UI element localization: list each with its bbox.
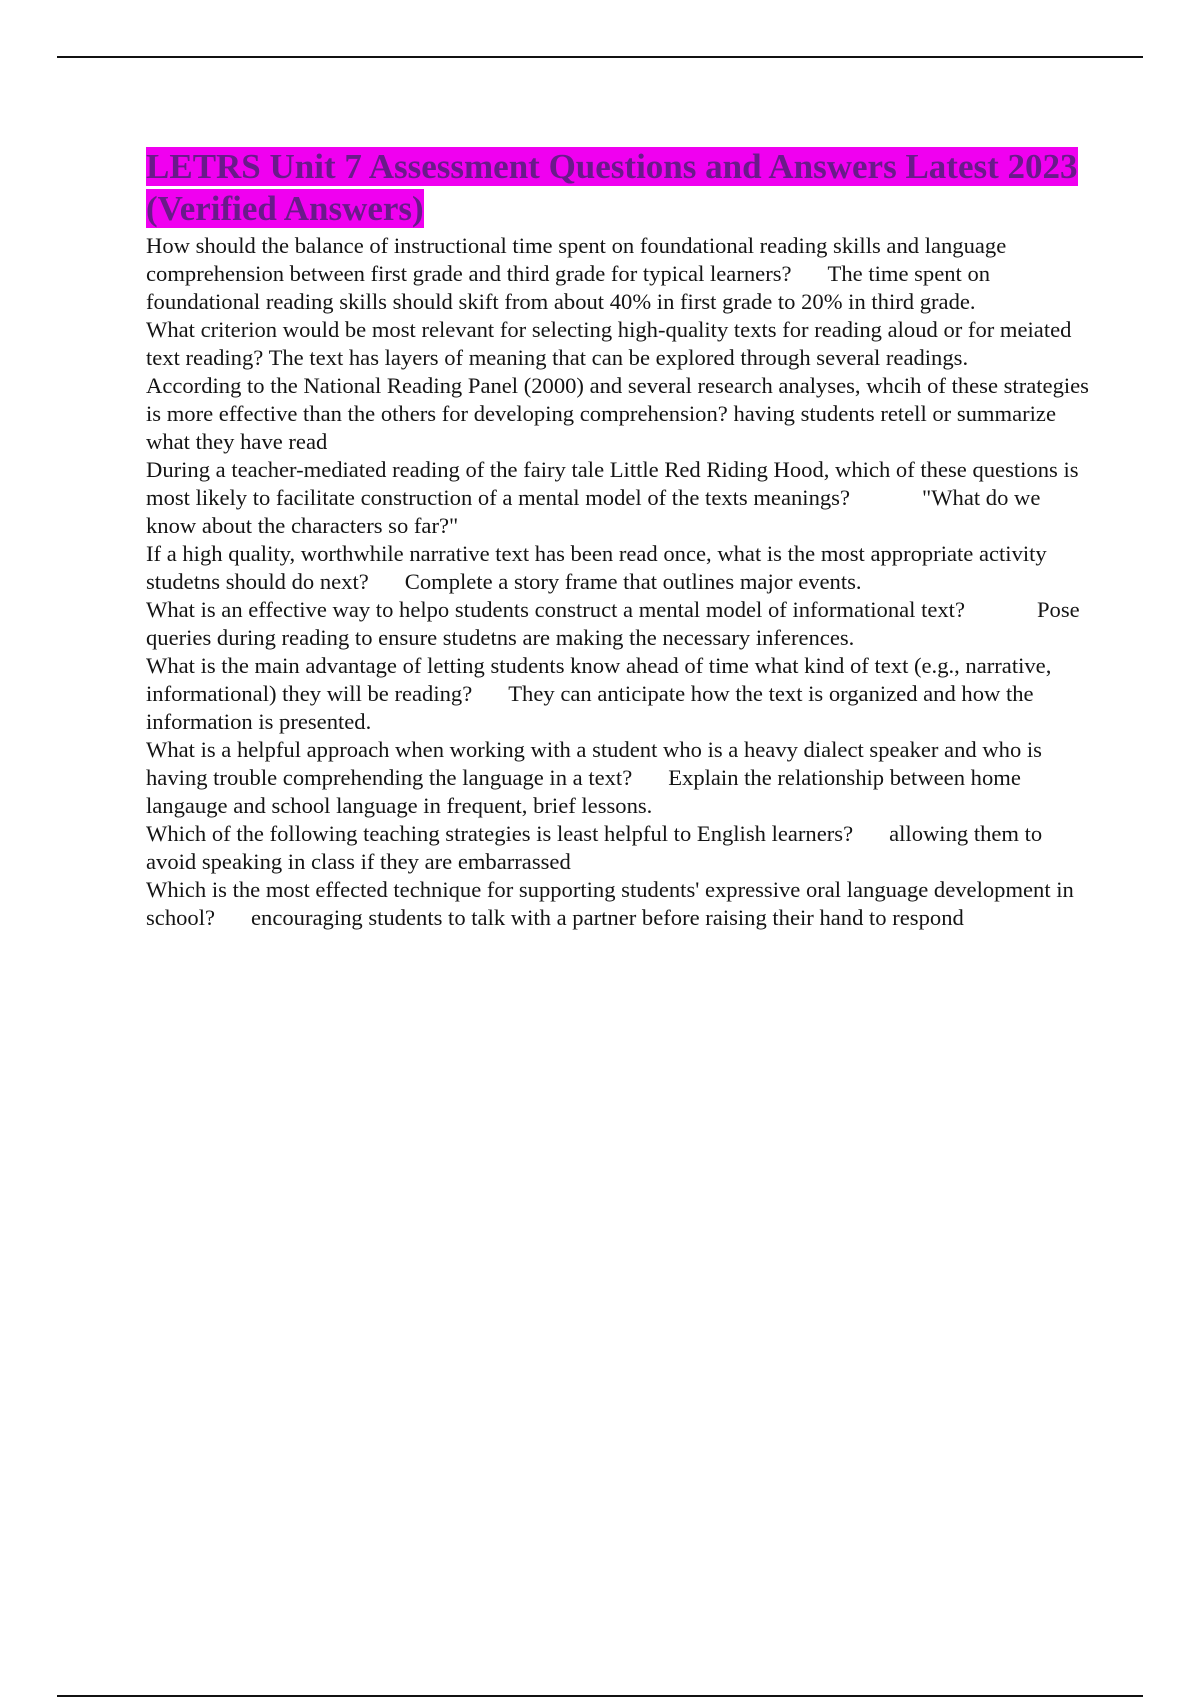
qa-item bbox=[146, 876, 1092, 932]
qa-item bbox=[146, 232, 1092, 316]
question-text: According to the National Reading Panel (2000) and several research analyses, whcih of these strategies is more effective than the others for developing comprehension? bbox=[146, 373, 1089, 426]
qa-item bbox=[146, 316, 1092, 372]
answer-text: Complete a story frame that outlines major events. bbox=[404, 569, 862, 594]
answer-text: They can anticipate how the text is organized and how the information is presented. bbox=[146, 681, 1034, 734]
qa-item bbox=[146, 456, 1092, 540]
question-text: What is the main advantage of letting students know ahead of time what kind of text (e.g., narrative, informational) they will be reading? bbox=[146, 653, 1052, 706]
question-text: Which of the following teaching strategies is least helpful to English learners? bbox=[146, 821, 854, 846]
qa-item bbox=[146, 372, 1092, 456]
answer-text: Explain the relationship between home langauge and school language in frequent, brief lessons. bbox=[146, 765, 1021, 818]
answer-text: having students retell or summarize what they have read bbox=[146, 401, 1056, 454]
question-text: If a high quality, worthwhile narrative text has been read once, what is the most appropriate activity studetns should do next? bbox=[146, 541, 1047, 594]
qa-item bbox=[146, 540, 1092, 596]
qa-item bbox=[146, 596, 1092, 652]
bottom-rule bbox=[57, 1695, 1143, 1697]
question-text: What is an effective way to helpo students construct a mental model of informational text? bbox=[146, 597, 965, 622]
question-text: Which is the most effected technique for supporting students' expressive oral language development in school? bbox=[146, 877, 1074, 930]
answer-text: Pose queries during reading to ensure studetns are making the necessary inferences. bbox=[146, 597, 1080, 650]
answer-text: encouraging students to talk with a partner before raising their hand to respond bbox=[251, 905, 964, 930]
qa-item bbox=[146, 652, 1092, 736]
answer-text: allowing them to avoid speaking in class if they are embarrassed bbox=[146, 821, 1043, 874]
question-text: What is a helpful approach when working with a student who is a heavy dialect speaker and who is having trouble comprehending the language in a text? bbox=[146, 737, 1042, 790]
top-rule bbox=[57, 56, 1143, 58]
answer-text: The time spent on foundational reading skills should skift from about 40% in first grade to 20% in third grade. bbox=[146, 261, 991, 314]
document-body bbox=[146, 146, 1092, 932]
qa-item bbox=[146, 820, 1092, 876]
title-highlight: LETRS Unit 7 Assessment Questions and Answers Latest 2023 (Verified Answers) bbox=[146, 147, 1078, 228]
qa-item bbox=[146, 736, 1092, 820]
qa-list bbox=[146, 232, 1092, 932]
question-text: During a teacher-mediated reading of the fairy tale Little Red Riding Hood, which of these questions is most likely to facilitate construction of a mental model of the texts meanings? bbox=[146, 457, 1079, 510]
answer-text: The text has layers of meaning that can be explored through several readings. bbox=[268, 345, 969, 370]
question-text: What criterion would be most relevant for selecting high-quality texts for reading aloud or for meiated text reading? bbox=[146, 317, 1072, 370]
answer-text: "What do we know about the characters so far?" bbox=[146, 485, 1041, 538]
question-text: How should the balance of instructional time spent on foundational reading skills and language comprehension between first grade and third grade for typical learners? bbox=[146, 233, 1007, 286]
document-title bbox=[146, 146, 1092, 230]
